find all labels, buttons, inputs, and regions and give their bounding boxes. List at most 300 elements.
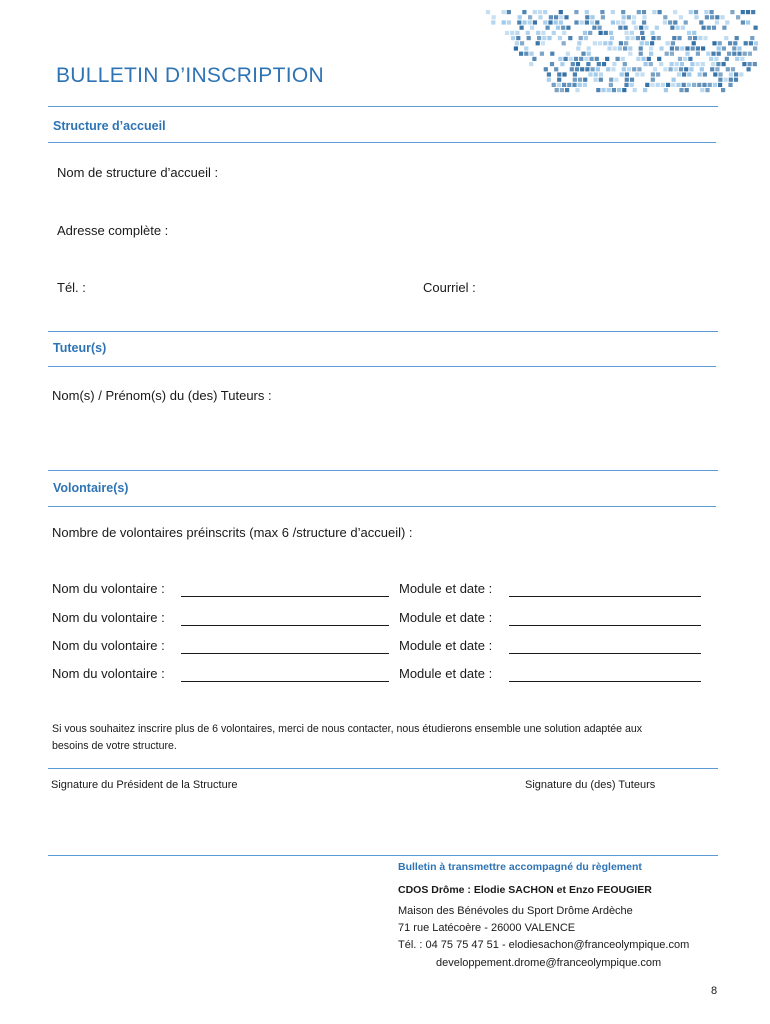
- mosaic-pixel: [722, 46, 726, 50]
- mosaic-pixel: [639, 46, 643, 50]
- mosaic-pixel: [696, 46, 700, 50]
- page-number: 8: [711, 985, 718, 997]
- mosaic-pixel: [559, 20, 563, 24]
- mosaic-pixel: [698, 72, 702, 76]
- mosaic-pixel: [558, 57, 562, 61]
- divider: [48, 106, 718, 107]
- mosaic-pixel: [670, 62, 674, 66]
- mosaic-pixel: [631, 36, 635, 40]
- mosaic-pixel: [693, 36, 697, 40]
- mosaic-pixel: [515, 41, 519, 45]
- mosaic-pixel: [540, 52, 544, 56]
- mosaic-pixel: [585, 20, 589, 24]
- mosaic-pixel: [739, 72, 743, 76]
- mosaic-pixel: [688, 36, 692, 40]
- transmit-instruction: Bulletin à transmettre accompagné du règlement: [398, 861, 642, 873]
- mosaic-pixel: [569, 57, 573, 61]
- mosaic-pixel: [717, 52, 721, 56]
- mosaic-pixel: [601, 88, 605, 92]
- mosaic-pixel: [564, 15, 568, 19]
- mosaic-pixel: [678, 57, 682, 61]
- mosaic-pixel: [715, 67, 719, 71]
- mosaic-pixel: [689, 10, 693, 14]
- mosaic-pixel: [612, 88, 616, 92]
- divider: [48, 470, 718, 471]
- mosaic-pixel: [542, 36, 546, 40]
- mosaic-pixel: [624, 83, 628, 87]
- mosaic-pixel: [680, 62, 684, 66]
- mosaic-pixel: [526, 31, 530, 35]
- mosaic-pixel: [753, 62, 757, 66]
- mosaic-pixel: [718, 72, 722, 76]
- mosaic-pixel: [533, 10, 537, 14]
- mosaic-pixel: [524, 46, 528, 50]
- mosaic-pixel: [625, 31, 629, 35]
- mosaic-pixel: [630, 83, 634, 87]
- mosaic-pixel: [575, 88, 579, 92]
- divider: [48, 768, 718, 769]
- mosaic-pixel: [672, 78, 676, 82]
- mosaic-pixel: [730, 10, 734, 14]
- mosaic-pixel: [614, 78, 618, 82]
- mosaic-pixel: [566, 26, 570, 30]
- mosaic-pixel: [708, 83, 712, 87]
- volunteer-note-line1: Si vous souhaitez inscrire plus de 6 volontaires, merci de nous contacter, nous étudierons ensemble une solution adaptée aux: [52, 723, 643, 735]
- pixel-mosaic-graphic: [478, 10, 758, 100]
- mosaic-pixel: [632, 15, 636, 19]
- mosaic-pixel: [570, 67, 574, 71]
- module-date-field[interactable]: [509, 681, 701, 682]
- mosaic-pixel: [502, 10, 506, 14]
- mosaic-pixel: [711, 52, 715, 56]
- address-label: Adresse complète :: [57, 223, 169, 238]
- mosaic-pixel: [578, 83, 582, 87]
- mosaic-pixel: [543, 20, 547, 24]
- mosaic-pixel: [718, 83, 722, 87]
- mosaic-pixel: [573, 72, 577, 76]
- mosaic-pixel: [720, 15, 724, 19]
- mosaic-pixel: [632, 67, 636, 71]
- mosaic-pixel: [528, 15, 532, 19]
- mosaic-pixel: [522, 10, 526, 14]
- mosaic-pixel: [657, 36, 661, 40]
- mosaic-pixel: [727, 52, 731, 56]
- mosaic-pixel: [619, 41, 623, 45]
- mosaic-pixel: [711, 62, 715, 66]
- divider: [48, 366, 716, 367]
- divider: [48, 142, 716, 143]
- module-date-field[interactable]: [509, 653, 701, 654]
- mosaic-pixel: [722, 26, 726, 30]
- mosaic-pixel: [538, 10, 542, 14]
- mosaic-pixel: [514, 46, 518, 50]
- mosaic-pixel: [580, 20, 584, 24]
- tutor-names-label: Nom(s) / Prénom(s) du (des) Tuteurs :: [52, 388, 272, 403]
- mosaic-pixel: [517, 20, 521, 24]
- module-date-field[interactable]: [509, 625, 701, 626]
- mosaic-pixel: [555, 88, 559, 92]
- mosaic-pixel: [694, 15, 698, 19]
- mosaic-pixel: [565, 88, 569, 92]
- mosaic-pixel: [550, 52, 554, 56]
- mosaic-pixel: [593, 41, 597, 45]
- volunteer-name-field[interactable]: [181, 625, 389, 626]
- mosaic-pixel: [616, 20, 620, 24]
- mosaic-pixel: [713, 83, 717, 87]
- module-date-label: Module et date :: [399, 638, 493, 653]
- mosaic-pixel: [588, 31, 592, 35]
- mosaic-pixel: [751, 10, 755, 14]
- mosaic-pixel: [715, 20, 719, 24]
- page-title: BULLETIN D’INSCRIPTION: [56, 64, 324, 87]
- mosaic-pixel: [536, 41, 540, 45]
- mosaic-pixel: [685, 52, 689, 56]
- address-line-1: Maison des Bénévoles du Sport Drôme Ardèche: [398, 905, 633, 917]
- mosaic-pixel: [659, 46, 663, 50]
- mosaic-pixel: [562, 31, 566, 35]
- mosaic-pixel: [595, 20, 599, 24]
- mosaic-pixel: [558, 36, 562, 40]
- mosaic-pixel: [672, 36, 676, 40]
- mosaic-pixel: [705, 88, 709, 92]
- mosaic-pixel: [656, 72, 660, 76]
- mosaic-pixel: [663, 15, 667, 19]
- mosaic-pixel: [709, 57, 713, 61]
- mosaic-pixel: [640, 72, 644, 76]
- mosaic-pixel: [533, 20, 537, 24]
- mosaic-pixel: [735, 36, 739, 40]
- mosaic-pixel: [706, 52, 710, 56]
- mosaic-pixel: [677, 72, 681, 76]
- mosaic-pixel: [530, 26, 534, 30]
- divider: [48, 331, 718, 332]
- mosaic-pixel: [687, 83, 691, 87]
- mosaic-pixel: [702, 83, 706, 87]
- mosaic-pixel: [674, 67, 678, 71]
- mosaic-pixel: [722, 62, 726, 66]
- mosaic-pixel: [691, 46, 695, 50]
- mosaic-pixel: [550, 62, 554, 66]
- mosaic-pixel: [583, 78, 587, 82]
- mosaic-pixel: [529, 62, 533, 66]
- volunteer-name-field[interactable]: [181, 681, 389, 682]
- mosaic-pixel: [576, 62, 580, 66]
- mosaic-pixel: [655, 26, 659, 30]
- mosaic-pixel: [630, 78, 634, 82]
- volunteer-row: [52, 638, 712, 658]
- volunteer-row: [52, 610, 712, 630]
- mosaic-pixel: [665, 52, 669, 56]
- mosaic-pixel: [670, 26, 674, 30]
- mosaic-pixel: [520, 41, 524, 45]
- mosaic-pixel: [607, 46, 611, 50]
- mosaic-pixel: [584, 57, 588, 61]
- mosaic-pixel: [707, 26, 711, 30]
- mosaic-pixel: [666, 41, 670, 45]
- mosaic-pixel: [546, 26, 550, 30]
- mosaic-pixel: [590, 20, 594, 24]
- volunteer-name-field[interactable]: [181, 596, 389, 597]
- mosaic-pixel: [502, 20, 506, 24]
- mosaic-pixel: [642, 20, 646, 24]
- mosaic-pixel: [710, 10, 714, 14]
- mosaic-pixel: [734, 78, 738, 82]
- mosaic-pixel: [575, 67, 579, 71]
- mosaic-pixel: [625, 78, 629, 82]
- mosaic-pixel: [634, 26, 638, 30]
- mosaic-pixel: [652, 10, 656, 14]
- mosaic-pixel: [714, 57, 718, 61]
- mosaic-pixel: [649, 52, 653, 56]
- mosaic-pixel: [560, 62, 564, 66]
- mosaic-pixel: [642, 15, 646, 19]
- mosaic-pixel: [607, 88, 611, 92]
- mosaic-pixel: [559, 15, 563, 19]
- mosaic-pixel: [572, 83, 576, 87]
- mosaic-pixel: [701, 62, 705, 66]
- mosaic-pixel: [741, 10, 745, 14]
- mosaic-pixel: [627, 67, 631, 71]
- mosaic-pixel: [528, 20, 532, 24]
- mosaic-pixel: [554, 20, 558, 24]
- mosaic-pixel: [583, 31, 587, 35]
- mosaic-pixel: [710, 67, 714, 71]
- mosaic-pixel: [725, 20, 729, 24]
- mosaic-pixel: [620, 72, 624, 76]
- mosaic-pixel: [608, 41, 612, 45]
- mosaic-pixel: [587, 52, 591, 56]
- mosaic-pixel: [625, 72, 629, 76]
- mosaic-pixel: [603, 41, 607, 45]
- phone-email-line: Tél. : 04 75 75 47 51 - elodiesachon@franceolympique.com: [398, 939, 690, 951]
- mosaic-pixel: [700, 67, 704, 71]
- mosaic-pixel: [754, 26, 758, 30]
- mosaic-pixel: [559, 10, 563, 14]
- mosaic-pixel: [746, 20, 750, 24]
- mosaic-pixel: [557, 78, 561, 82]
- mosaic-pixel: [567, 83, 571, 87]
- mosaic-pixel: [694, 10, 698, 14]
- mosaic-pixel: [679, 15, 683, 19]
- mosaic-pixel: [522, 20, 526, 24]
- mosaic-pixel: [622, 67, 626, 71]
- mosaic-pixel: [656, 83, 660, 87]
- mosaic-pixel: [554, 67, 558, 71]
- section-heading-volunteers: Volontaire(s): [53, 481, 129, 495]
- mosaic-pixel: [682, 72, 686, 76]
- mosaic-pixel: [560, 88, 564, 92]
- mosaic-pixel: [562, 83, 566, 87]
- email-line: developpement.drome@franceolympique.com: [436, 957, 662, 969]
- mosaic-pixel: [541, 31, 545, 35]
- mosaic-pixel: [684, 20, 688, 24]
- mosaic-pixel: [527, 36, 531, 40]
- mosaic-pixel: [742, 62, 746, 66]
- mosaic-pixel: [617, 88, 621, 92]
- mosaic-pixel: [628, 52, 632, 56]
- mosaic-pixel: [601, 15, 605, 19]
- volunteer-name-field[interactable]: [181, 653, 389, 654]
- mosaic-pixel: [573, 78, 577, 82]
- mosaic-pixel: [618, 26, 622, 30]
- mosaic-pixel: [609, 83, 613, 87]
- mosaic-pixel: [599, 72, 603, 76]
- president-signature-label: Signature du Président de la Structure: [51, 779, 238, 791]
- mosaic-pixel: [685, 46, 689, 50]
- mosaic-pixel: [597, 62, 601, 66]
- mosaic-pixel: [728, 41, 732, 45]
- mosaic-pixel: [712, 41, 716, 45]
- mosaic-pixel: [645, 83, 649, 87]
- mosaic-pixel: [690, 62, 694, 66]
- mosaic-pixel: [741, 20, 745, 24]
- mosaic-pixel: [688, 57, 692, 61]
- mosaic-pixel: [639, 26, 643, 30]
- mosaic-pixel: [659, 62, 663, 66]
- phone-label: Tél. :: [57, 280, 86, 295]
- mosaic-pixel: [748, 62, 752, 66]
- mosaic-pixel: [557, 83, 561, 87]
- mosaic-pixel: [627, 15, 631, 19]
- mosaic-pixel: [544, 67, 548, 71]
- mosaic-pixel: [642, 57, 646, 61]
- mosaic-pixel: [649, 46, 653, 50]
- mosaic-pixel: [692, 31, 696, 35]
- mosaic-pixel: [651, 36, 655, 40]
- mosaic-pixel: [676, 83, 680, 87]
- mosaic-pixel: [703, 36, 707, 40]
- mosaic-pixel: [519, 52, 523, 56]
- mosaic-pixel: [624, 26, 628, 30]
- mosaic-pixel: [632, 20, 636, 24]
- mosaic-pixel: [703, 72, 707, 76]
- mosaic-pixel: [612, 62, 616, 66]
- mosaic-pixel: [574, 10, 578, 14]
- mosaic-pixel: [594, 78, 598, 82]
- mosaic-pixel: [743, 52, 747, 56]
- module-date-field[interactable]: [509, 596, 701, 597]
- mosaic-pixel: [609, 78, 613, 82]
- mosaic-pixel: [746, 10, 750, 14]
- mosaic-pixel: [580, 67, 584, 71]
- mosaic-pixel: [692, 41, 696, 45]
- mosaic-pixel: [669, 67, 673, 71]
- mosaic-pixel: [611, 67, 615, 71]
- address-line-2: 71 rue Latécoère - 26000 VALENCE: [398, 922, 576, 934]
- volunteer-count-label: Nombre de volontaires préinscrits (max 6 /structure d’accueil) :: [52, 525, 413, 540]
- mosaic-pixel: [588, 72, 592, 76]
- mosaic-pixel: [611, 10, 615, 14]
- mosaic-pixel: [507, 10, 511, 14]
- mosaic-pixel: [595, 57, 599, 61]
- mosaic-pixel: [705, 15, 709, 19]
- mosaic-pixel: [671, 41, 675, 45]
- mosaic-pixel: [604, 31, 608, 35]
- mosaic-pixel: [562, 72, 566, 76]
- mosaic-pixel: [673, 20, 677, 24]
- mosaic-pixel: [710, 15, 714, 19]
- mosaic-pixel: [605, 57, 609, 61]
- mosaic-pixel: [696, 62, 700, 66]
- mosaic-pixel: [623, 46, 627, 50]
- mosaic-pixel: [600, 10, 604, 14]
- mosaic-pixel: [585, 10, 589, 14]
- mosaic-pixel: [673, 10, 677, 14]
- mosaic-pixel: [511, 36, 515, 40]
- mosaic-pixel: [584, 36, 588, 40]
- mosaic-pixel: [664, 88, 668, 92]
- mosaic-pixel: [666, 83, 670, 87]
- mosaic-pixel: [637, 67, 641, 71]
- mosaic-pixel: [644, 26, 648, 30]
- mosaic-pixel: [737, 52, 741, 56]
- mosaic-pixel: [640, 31, 644, 35]
- module-date-label: Module et date :: [399, 666, 493, 681]
- mosaic-pixel: [561, 26, 565, 30]
- mosaic-pixel: [729, 78, 733, 82]
- mosaic-pixel: [581, 52, 585, 56]
- mosaic-pixel: [491, 20, 495, 24]
- mosaic-pixel: [696, 52, 700, 56]
- mosaic-pixel: [505, 31, 509, 35]
- mosaic-pixel: [574, 57, 578, 61]
- mosaic-pixel: [556, 26, 560, 30]
- mosaic-pixel: [754, 41, 758, 45]
- mosaic-pixel: [744, 41, 748, 45]
- mosaic-pixel: [658, 10, 662, 14]
- mosaic-pixel: [697, 83, 701, 87]
- mosaic-pixel: [568, 36, 572, 40]
- mosaic-pixel: [677, 36, 681, 40]
- mosaic-pixel: [591, 67, 595, 71]
- mosaic-pixel: [651, 78, 655, 82]
- mosaic-pixel: [663, 20, 667, 24]
- mosaic-pixel: [599, 78, 603, 82]
- mosaic-pixel: [702, 26, 706, 30]
- mosaic-pixel: [596, 67, 600, 71]
- mosaic-pixel: [729, 72, 733, 76]
- mosaic-pixel: [566, 52, 570, 56]
- mosaic-pixel: [594, 72, 598, 76]
- mosaic-pixel: [536, 31, 540, 35]
- mosaic-pixel: [718, 78, 722, 82]
- mosaic-pixel: [611, 20, 615, 24]
- mosaic-pixel: [684, 67, 688, 71]
- mosaic-pixel: [598, 41, 602, 45]
- mosaic-pixel: [653, 67, 657, 71]
- mosaic-pixel: [670, 46, 674, 50]
- mosaic-pixel: [645, 41, 649, 45]
- mosaic-pixel: [613, 46, 617, 50]
- mosaic-pixel: [585, 15, 589, 19]
- mosaic-pixel: [537, 36, 541, 40]
- mosaic-pixel: [687, 72, 691, 76]
- mosaic-pixel: [557, 72, 561, 76]
- mosaic-pixel: [668, 20, 672, 24]
- mosaic-pixel: [735, 57, 739, 61]
- mosaic-pixel: [596, 88, 600, 92]
- mosaic-pixel: [679, 88, 683, 92]
- mosaic-pixel: [547, 72, 551, 76]
- mosaic-pixel: [675, 46, 679, 50]
- mosaic-pixel: [725, 57, 729, 61]
- mosaic-pixel: [740, 57, 744, 61]
- volunteer-name-label: Nom du volontaire :: [52, 638, 165, 653]
- mosaic-pixel: [647, 57, 651, 61]
- mosaic-pixel: [516, 36, 520, 40]
- mosaic-pixel: [679, 67, 683, 71]
- mosaic-pixel: [633, 88, 637, 92]
